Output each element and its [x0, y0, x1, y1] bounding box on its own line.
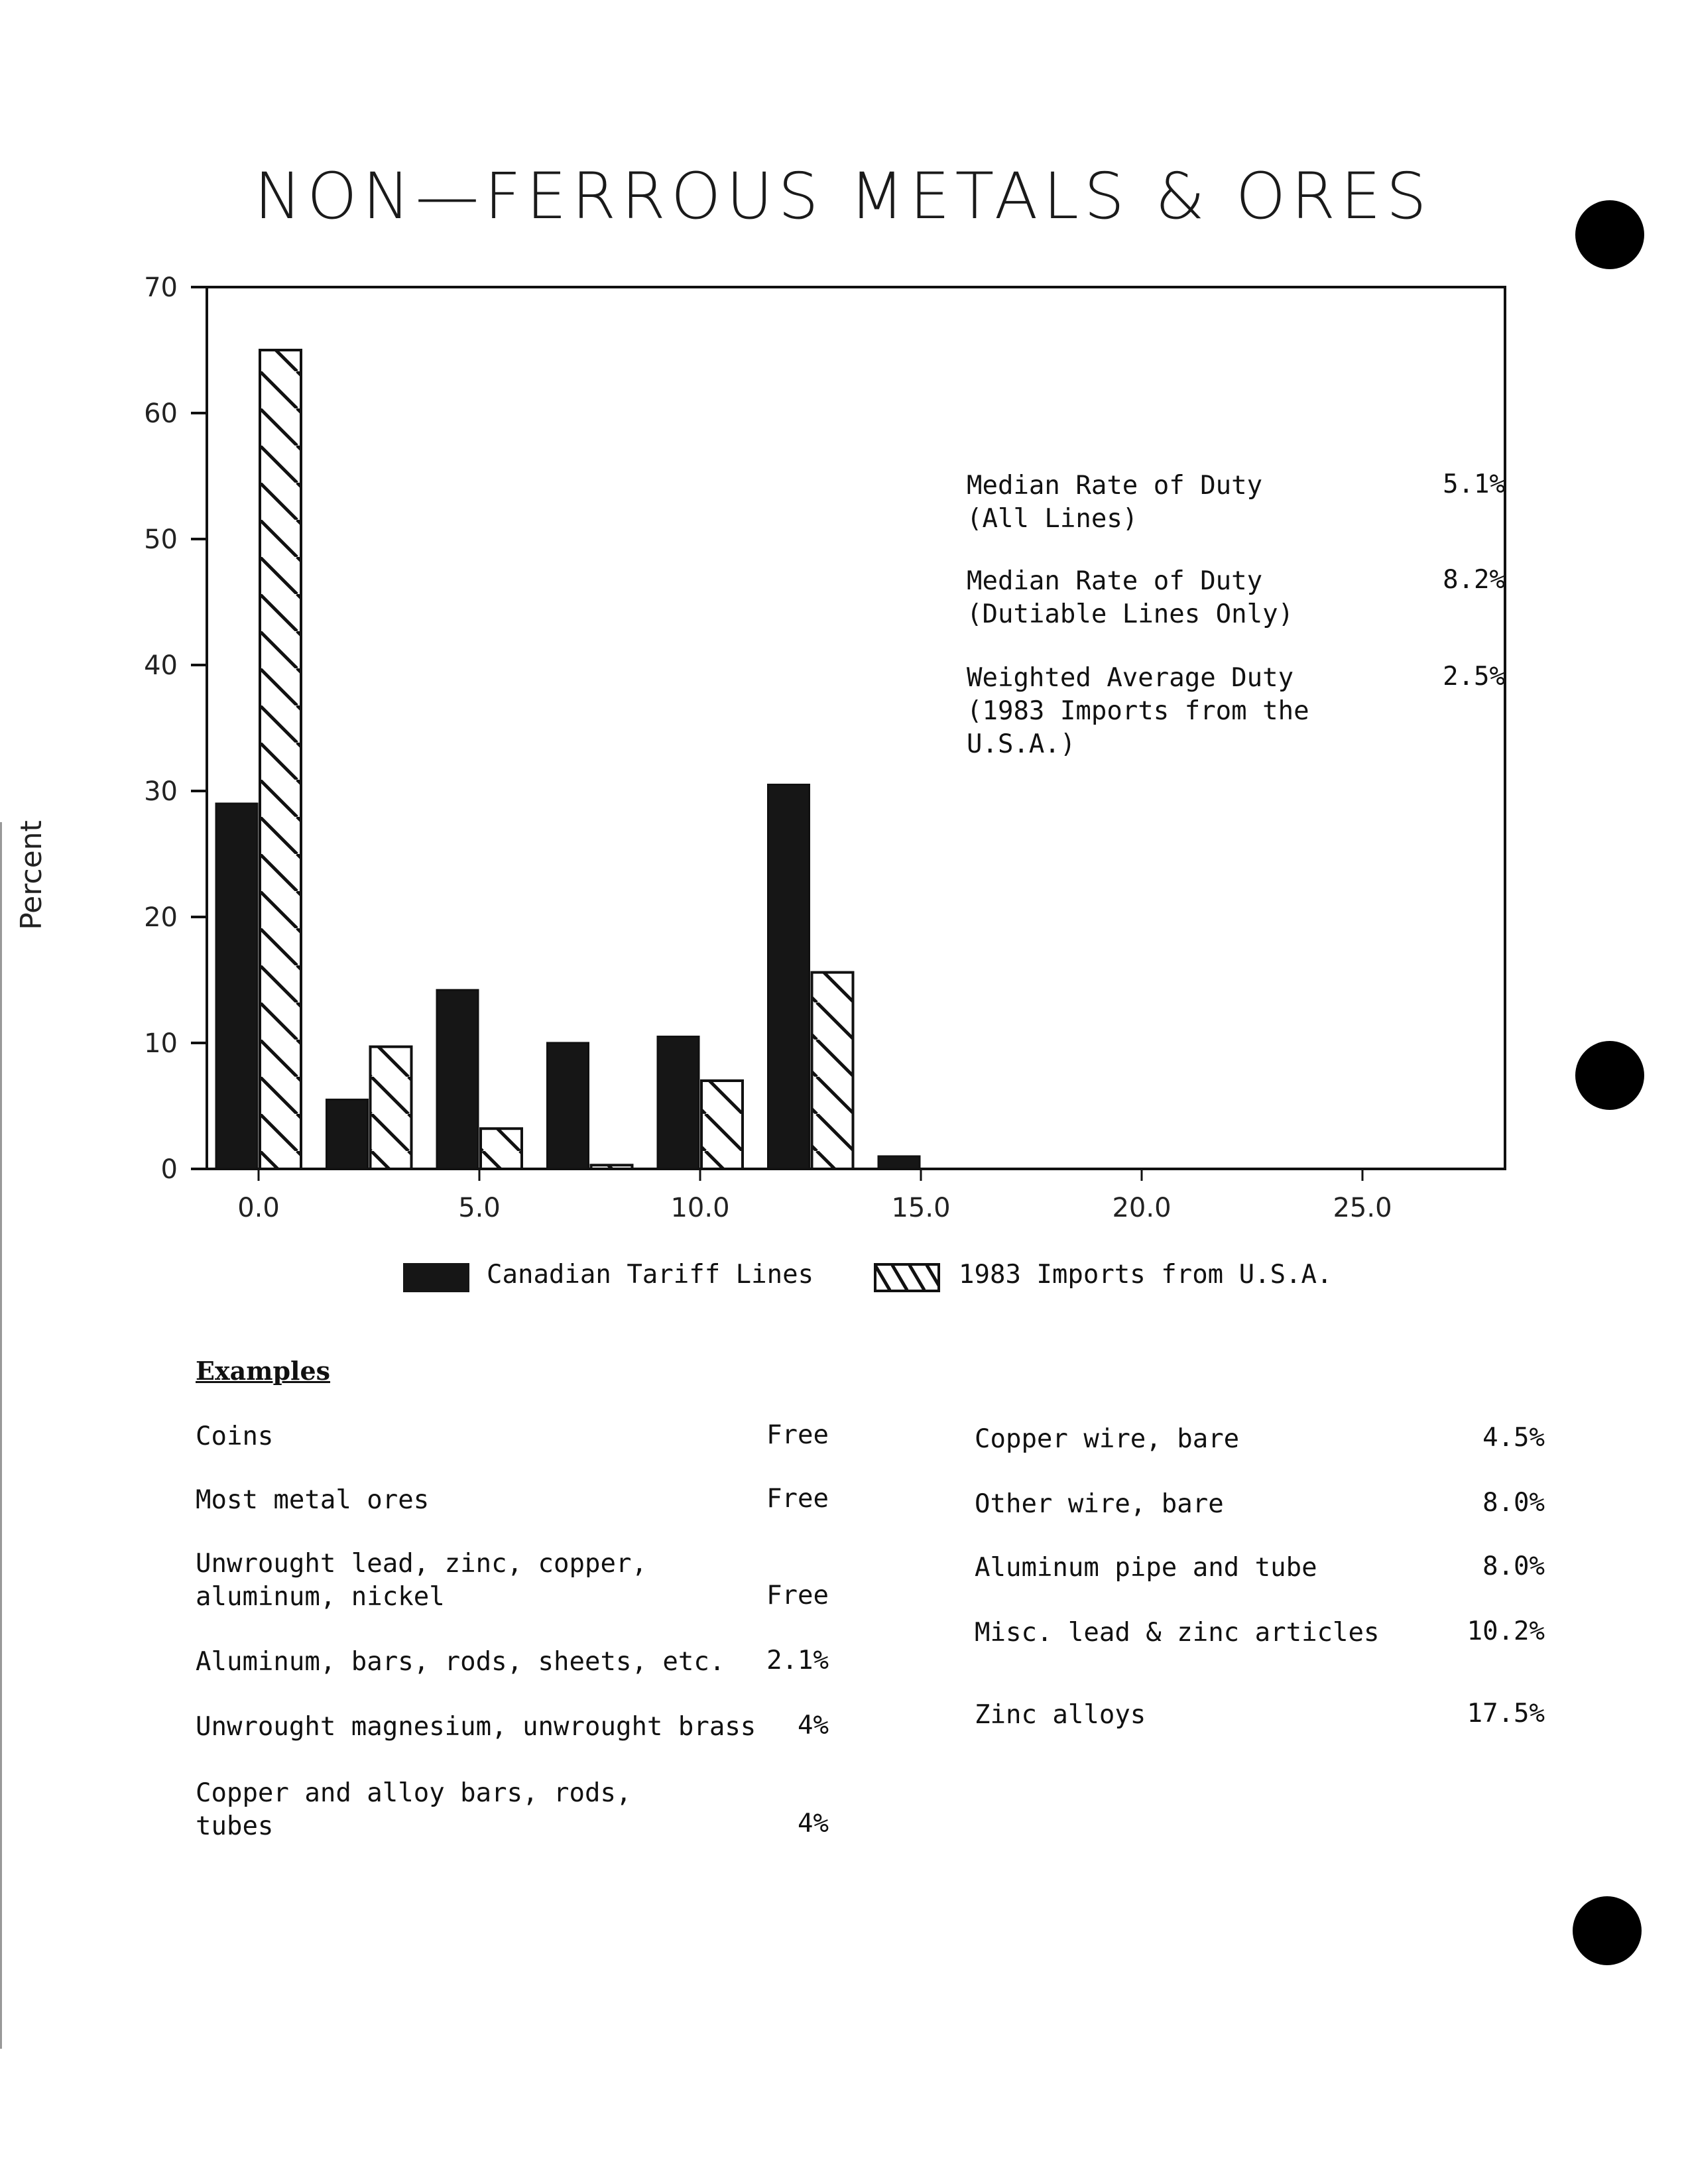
example-item: Aluminum, bars, rods, sheets, etc.	[196, 1647, 725, 1677]
bar-1983-imports	[260, 350, 301, 1169]
x-tick-label: 20.0	[1112, 1193, 1172, 1223]
legend-swatch-1983-imports	[874, 1263, 940, 1292]
example-item: Misc. lead & zinc articles	[975, 1618, 1380, 1648]
y-tick-label: 50	[144, 524, 178, 555]
stat-value: 5.1%	[1443, 469, 1505, 499]
example-rate: 17.5%	[1467, 1699, 1545, 1729]
examples-heading: Examples	[196, 1356, 331, 1386]
bar-canadian-tariff-lines	[548, 1043, 589, 1169]
y-tick-label: 0	[160, 1154, 178, 1185]
example-rate: Free	[766, 1484, 829, 1514]
example-item: Copper wire, bare	[975, 1424, 1240, 1454]
stat-label: Median Rate of Duty (Dutiable Lines Only)	[967, 566, 1294, 629]
example-rate: 4%	[798, 1809, 829, 1839]
bar-1983-imports	[701, 1081, 743, 1169]
example-rate: 10.2%	[1467, 1616, 1545, 1646]
bar-canadian-tariff-lines	[216, 804, 257, 1169]
example-item: Aluminum pipe and tube	[975, 1553, 1317, 1583]
bar-1983-imports	[371, 1047, 412, 1169]
bar-canadian-tariff-lines	[327, 1100, 368, 1170]
x-tick-label: 5.0	[458, 1193, 501, 1223]
stat-value: 2.5%	[1443, 662, 1505, 692]
example-rate: 4%	[798, 1711, 829, 1740]
example-rate: Free	[766, 1420, 829, 1450]
bar-canadian-tariff-lines	[658, 1037, 699, 1170]
y-tick-label: 60	[144, 398, 178, 429]
example-item: Zinc alloys	[975, 1700, 1146, 1730]
bar-canadian-tariff-lines	[768, 785, 810, 1170]
plot-frame	[207, 287, 1505, 1169]
example-item: Copper and alloy bars, rods, tubes	[196, 1778, 632, 1841]
example-rate: Free	[766, 1581, 829, 1610]
example-rate: 4.5%	[1482, 1423, 1545, 1453]
x-tick-label: 10.0	[670, 1193, 730, 1223]
example-item: Unwrought lead, zinc, copper, aluminum, nickel	[196, 1549, 647, 1612]
stat-label: Weighted Average Duty (1983 Imports from the U.S.A.)	[967, 663, 1309, 759]
y-axis-label: Percent	[15, 820, 48, 930]
x-tick-label: 25.0	[1333, 1193, 1392, 1223]
punch-hole-bottom	[1573, 1896, 1642, 1965]
bar-1983-imports	[591, 1165, 632, 1169]
example-item: Other wire, bare	[975, 1489, 1224, 1519]
example-rate: 8.0%	[1482, 1551, 1545, 1581]
x-tick-label: 15.0	[891, 1193, 951, 1223]
legend-label-canadian-tariff-lines: Canadian Tariff Lines	[487, 1260, 814, 1290]
example-item: Coins	[196, 1422, 274, 1451]
y-tick-label: 70	[144, 273, 178, 303]
y-tick-label: 30	[144, 776, 178, 807]
example-item: Unwrought magnesium, unwrought brass	[196, 1712, 756, 1742]
stat-value: 8.2%	[1443, 565, 1505, 595]
bar-1983-imports	[812, 973, 853, 1169]
stat-label: Median Rate of Duty (All Lines)	[967, 471, 1263, 534]
example-item: Most metal ores	[196, 1485, 430, 1515]
y-tick-label: 10	[144, 1028, 178, 1059]
legend-swatch-canadian-tariff-lines	[403, 1263, 469, 1292]
legend-label-1983-imports: 1983 Imports from U.S.A.	[959, 1260, 1333, 1290]
example-rate: 2.1%	[766, 1646, 829, 1675]
page-title: NON—FERROUS METALS & ORES	[254, 159, 1432, 233]
bar-canadian-tariff-lines	[437, 990, 478, 1169]
bar-1983-imports	[481, 1128, 522, 1169]
example-rate: 8.0%	[1482, 1488, 1545, 1518]
bar-canadian-tariff-lines	[878, 1156, 920, 1169]
y-tick-label: 40	[144, 650, 178, 681]
x-tick-label: 0.0	[237, 1193, 280, 1223]
y-tick-label: 20	[144, 902, 178, 933]
